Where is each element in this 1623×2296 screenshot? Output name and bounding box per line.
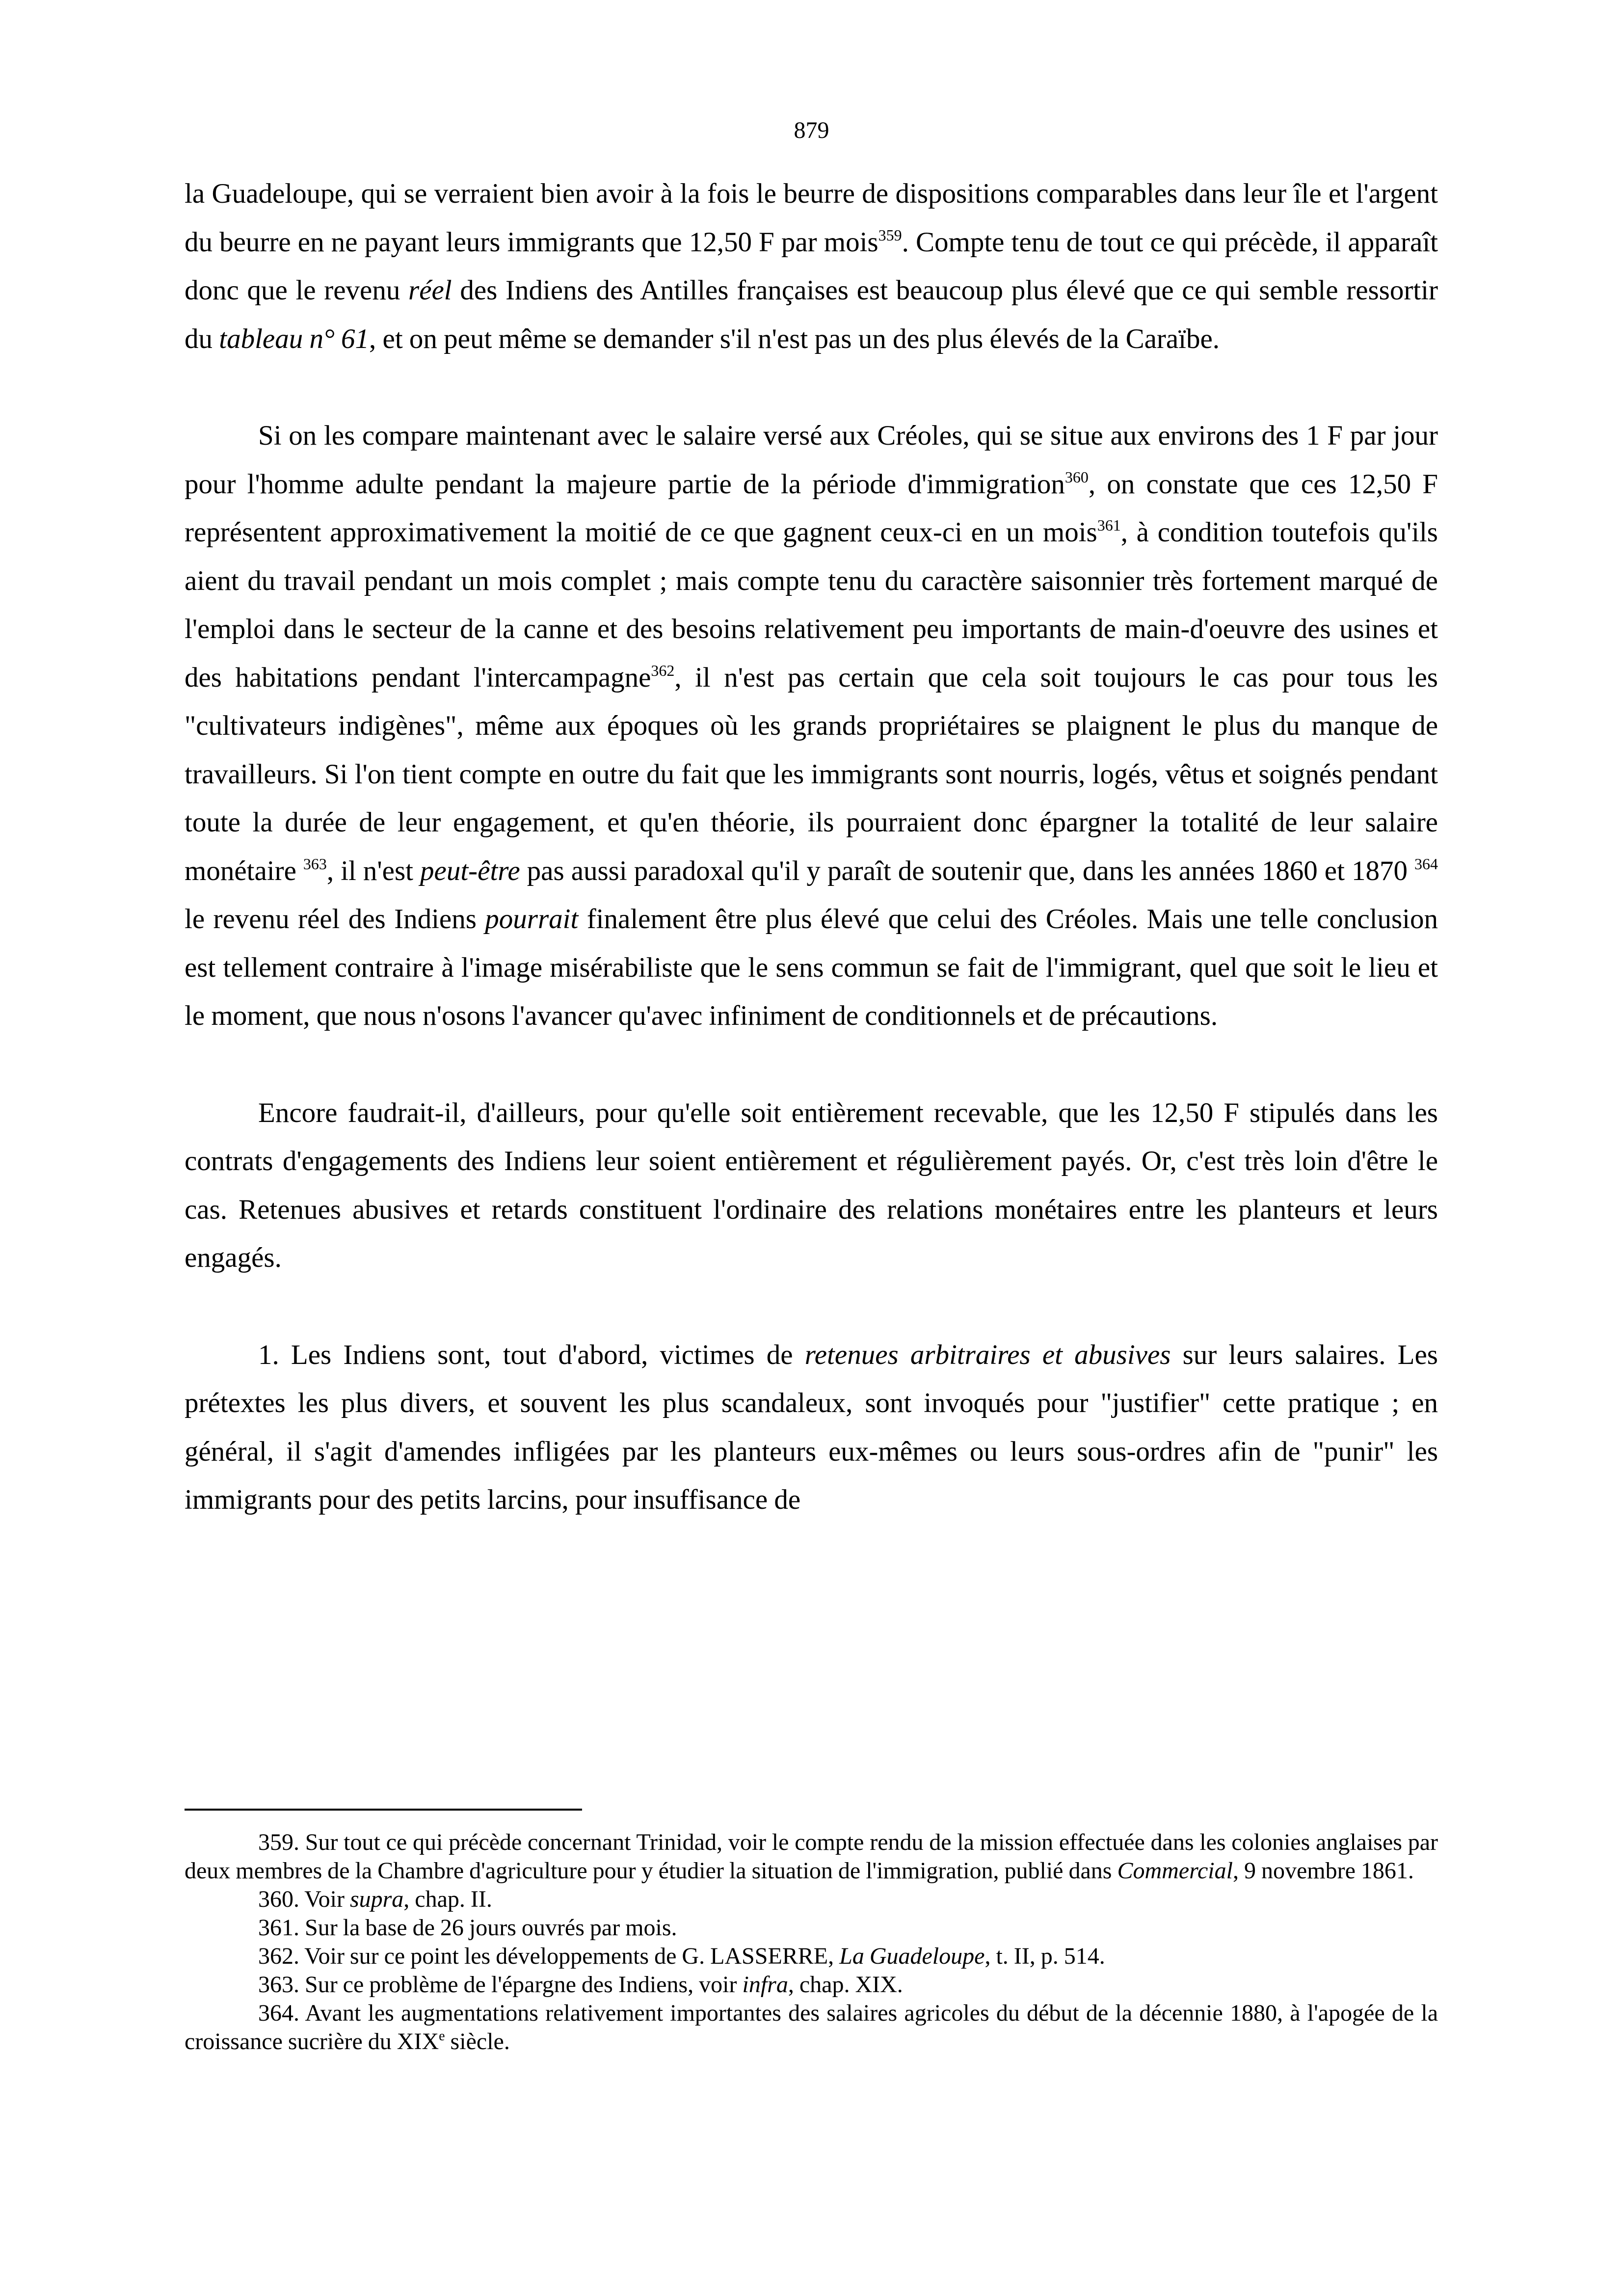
text-run: la Guadeloupe, qui se verraient bien avoir à la fois le beurre de dispositions comparables dans leur île et l'argent du beurre en ne payant leurs immigrants que 12,50 F par mois	[185, 178, 1438, 258]
footnote-362	[185, 1942, 1438, 1971]
paragraph-4	[185, 1331, 1438, 1524]
text-run: , on constate que ces 12,50 F représentent approximativement la moitié de ce que gagnent ceux-ci en un mois	[185, 468, 1438, 548]
footnotes	[185, 1828, 1438, 2056]
italic-text: Commercial	[1117, 1858, 1233, 1884]
note-call: 362	[651, 661, 675, 679]
italic-text: supra	[349, 1886, 404, 1912]
note-call: 359	[878, 226, 902, 244]
text-run: 364. Avant les augmentations relativement importantes des salaires agricoles du début de la décennie 1880, à l'apogée de la croissance sucrière du XIX	[185, 2000, 1438, 2055]
text-run: 361. Sur la base de 26 jours ouvrés par mois.	[258, 1915, 677, 1941]
italic-text: tableau n° 61	[219, 323, 370, 354]
text-run: 359. Sur tout ce qui précède concernant Trinidad, voir le compte rendu de la mission effectuée dans les colonies anglaises par deux membres de la Chambre d'agriculture pour y étudier la situation de l'immigration, publié dans	[185, 1829, 1438, 1884]
footnote-361	[185, 1914, 1438, 1942]
text-run: , chap. XIX.	[788, 1972, 903, 1998]
paragraph-3	[185, 1089, 1438, 1282]
footnote-364	[185, 1999, 1438, 2056]
note-call: 364	[1414, 854, 1438, 873]
italic-text: peut-être	[420, 855, 520, 886]
footnote-separator	[185, 1809, 582, 1811]
text-run: , t. II, p. 514.	[984, 1943, 1105, 1969]
footnote-359	[185, 1828, 1438, 1885]
text-run: Encore faudrait-il, d'ailleurs, pour qu'elle soit entièrement recevable, que les 12,50 F stipulés dans les contrats d'engagements des Indiens leur soient entièrement et régulièrement payés. Or, c'est très loin d'être le cas. Retenues abusives et retards constituent l'ordinaire des relations monétaires entre les planteurs et leurs engagés.	[185, 1097, 1438, 1273]
note-call: 361	[1097, 516, 1121, 534]
note-call: e	[439, 2029, 445, 2044]
text-run: siècle.	[445, 2029, 510, 2055]
text-run: , 9 novembre 1861.	[1232, 1858, 1414, 1884]
note-call: 360	[1064, 468, 1089, 486]
body-text	[185, 170, 1438, 1524]
text-run: pas aussi paradoxal qu'il y paraît de soutenir que, dans les années 1860 et 1870	[520, 855, 1414, 886]
text-run: sur leurs salaires. Les prétextes les plus divers, et souvent les plus scandaleux, sont invoqués pour "justifier" cette pratique ; en général, il s'agit d'amendes infligées par les planteurs eux-mêmes ou leurs sous-ordres afin de "punir" les immigrants pour des petits larcins, pour insuffisance de	[185, 1339, 1438, 1515]
italic-text: pourrait	[485, 904, 579, 934]
text-run: 1. Les Indiens sont, tout d'abord, victimes de	[258, 1339, 805, 1370]
text-run: . Compte tenu de tout ce qui précède, il apparaît donc que le revenu	[185, 226, 1438, 306]
text-run: le revenu réel des Indiens	[185, 904, 485, 934]
italic-text: retenues arbitraires et abusives	[804, 1339, 1171, 1370]
text-run: des Indiens des Antilles françaises est beaucoup plus élevé que ce qui semble ressortir du	[185, 275, 1438, 354]
text-run: 360. Voir	[258, 1886, 350, 1912]
footnote-360	[185, 1885, 1438, 1914]
text-run: , il n'est pas certain que cela soit toujours le cas pour tous les "cultivateurs indigènes", même aux époques où les grands propriétaires se plaignent le plus du manque de travailleurs. Si l'on tient compte en outre du fait que les immigrants sont nourris, logés, vêtus et soignés pendant toute la durée de leur engagement, et qu'en théorie, ils pourraient donc épargner la totalité de leur salaire monétaire	[185, 662, 1438, 886]
text-run: finalement être plus élevé que celui des Créoles. Mais une telle conclusion est tellement contraire à l'image misérabiliste que le sens commun se fait de l'immigrant, quel que soit le lieu et le moment, que nous n'osons l'avancer qu'avec infiniment de conditionnels et de précautions.	[185, 904, 1438, 1031]
text-run: , chap. II.	[403, 1886, 492, 1912]
paragraph-1	[185, 170, 1438, 363]
text-run: , et on peut même se demander s'il n'est pas un des plus élevés de la Caraïbe.	[369, 323, 1220, 354]
footnote-363	[185, 1971, 1438, 1999]
italic-text: réel	[408, 275, 452, 306]
text-run: Si on les compare maintenant avec le salaire versé aux Créoles, qui se situe aux environs des 1 F par jour pour l'homme adulte pendant la majeure partie de la période d'immigration	[185, 420, 1438, 500]
text-run: 363. Sur ce problème de l'épargne des Indiens, voir	[258, 1972, 743, 1998]
text-run: 362. Voir sur ce point les développements de G. LASSERRE,	[258, 1943, 840, 1969]
paragraph-2	[185, 412, 1438, 1041]
page-number: 879	[794, 117, 829, 143]
text-run: , il n'est	[326, 855, 421, 886]
text-run: , à condition toutefois qu'ils aient du travail pendant un mois complet ; mais compte tenu du caractère saisonnier très fortement marqué de l'emploi dans le secteur de la canne et des besoins relativement peu importants de main-d'oeuvre des usines et des habitations pendant l'intercampagne	[185, 517, 1438, 693]
italic-text: La Guadeloupe	[839, 1943, 985, 1969]
italic-text: infra	[742, 1972, 788, 1998]
note-call: 363	[303, 854, 327, 873]
